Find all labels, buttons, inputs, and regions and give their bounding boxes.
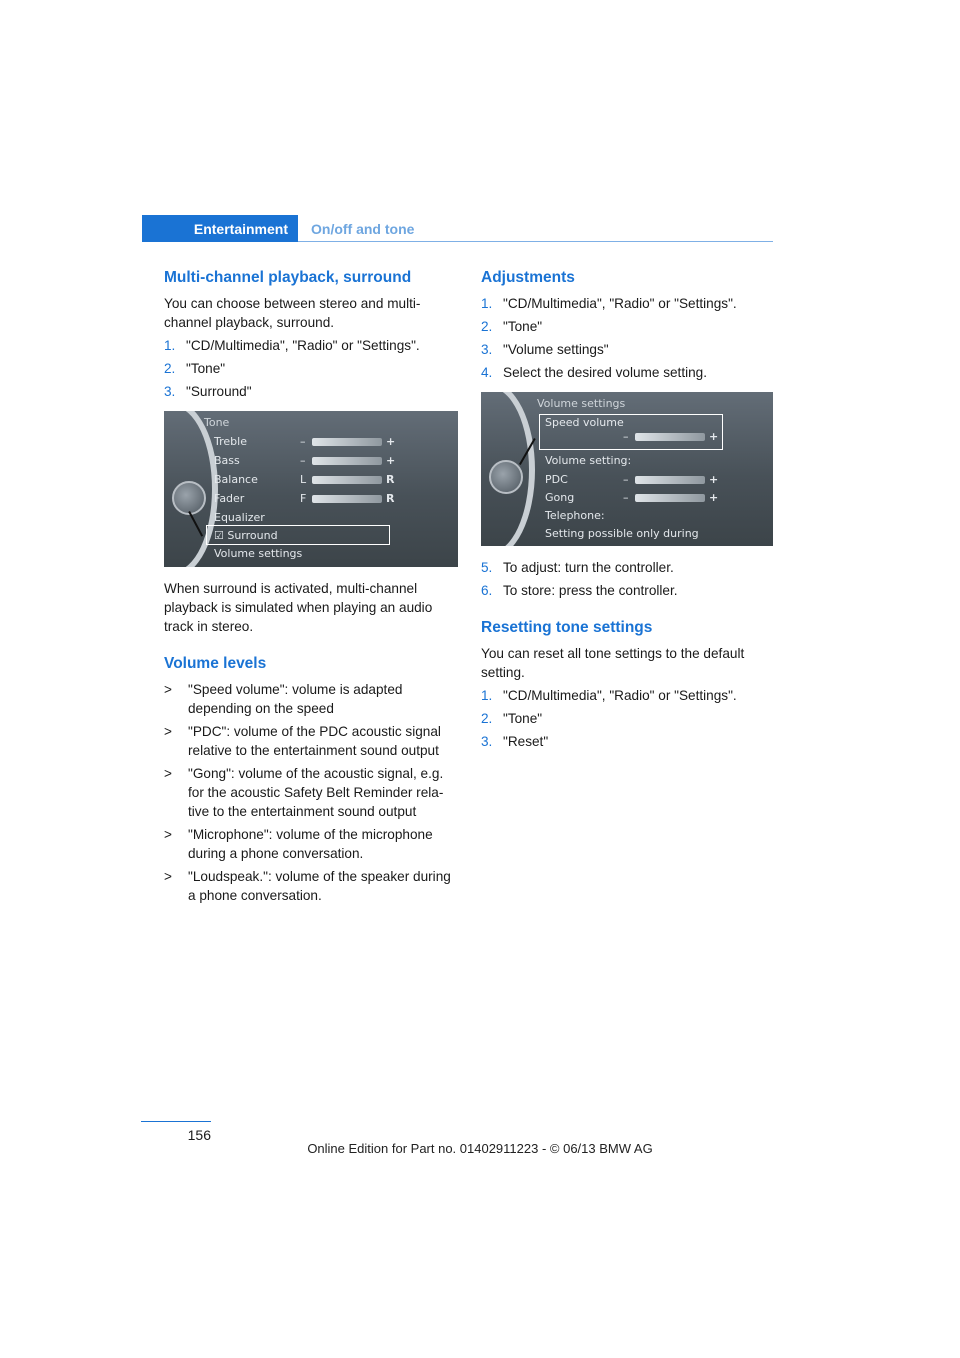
page-number: 156 bbox=[187, 1127, 211, 1143]
menu-row bbox=[214, 471, 454, 489]
bullet-mark: > bbox=[164, 869, 172, 884]
minus-icon: – bbox=[300, 454, 306, 467]
front-label: F bbox=[300, 492, 307, 505]
heading-surround: Multi-channel playback, surround bbox=[164, 269, 412, 286]
level-bar bbox=[312, 438, 382, 446]
reset-intro: You can reset all tone settings to the default setting. bbox=[481, 646, 745, 680]
bullet-mark: > bbox=[164, 827, 172, 842]
menu-row bbox=[545, 471, 773, 489]
list-item bbox=[481, 294, 777, 313]
step-text: "CD/Multimedia", "Radio" or "Settings". bbox=[503, 688, 737, 703]
bullet-text: "Microphone": volume of the microphone during a phone conversation. bbox=[188, 827, 433, 861]
bullet-mark: > bbox=[164, 766, 172, 781]
subsection-title: On/off and tone bbox=[311, 220, 415, 237]
menu-row bbox=[545, 525, 773, 543]
bullet-text: "Loudspeak.": volume of the speaker during a phone conversation. bbox=[188, 869, 451, 903]
menu-row bbox=[214, 452, 454, 470]
surround-note: When surround is activated, multi-channel playback is simulated when playing an audio track in stereo. bbox=[164, 581, 433, 634]
section-title: Entertainment bbox=[193, 220, 288, 237]
menu-label: Fader bbox=[214, 492, 245, 505]
minus-icon: – bbox=[300, 435, 306, 448]
menu-label: Setting possible only during bbox=[545, 527, 699, 540]
plus-icon: + bbox=[709, 491, 719, 504]
volume-settings-screenshot bbox=[481, 392, 773, 546]
step-text: "Volume settings" bbox=[503, 342, 609, 357]
list-item bbox=[481, 340, 777, 359]
step-number: 3. bbox=[481, 734, 493, 749]
selection-highlight bbox=[206, 525, 390, 545]
bullet-mark: > bbox=[164, 682, 172, 697]
list-item bbox=[164, 867, 460, 905]
level-bar bbox=[635, 494, 705, 502]
volume-levels-list bbox=[164, 680, 460, 905]
list-item bbox=[481, 732, 777, 751]
menu-label: Equalizer bbox=[214, 511, 265, 524]
rear-label: R bbox=[386, 492, 395, 505]
menu-label: ☑ Surround bbox=[214, 529, 278, 542]
heading-volume-levels: Volume levels bbox=[164, 655, 267, 672]
heading-adjustments: Adjustments bbox=[481, 269, 575, 286]
list-item bbox=[164, 764, 460, 821]
right-column bbox=[481, 268, 777, 755]
heading-reset: Resetting tone settings bbox=[481, 619, 653, 636]
level-bar bbox=[312, 476, 382, 484]
screen-title: Volume settings bbox=[537, 397, 626, 410]
list-item bbox=[481, 363, 777, 382]
left-label: L bbox=[300, 473, 307, 486]
step-text: "Tone" bbox=[186, 361, 226, 376]
menu-label: Speed volume bbox=[545, 416, 624, 429]
step-number: 2. bbox=[164, 361, 176, 376]
plus-icon: + bbox=[709, 430, 719, 443]
list-item bbox=[481, 686, 777, 705]
menu-row bbox=[545, 507, 773, 525]
list-item bbox=[481, 709, 777, 728]
bullet-text: "Gong": volume of the acoustic signal, e.g. for the acoustic Safety Belt Reminder rela-tive to the entertainment sound output bbox=[188, 766, 444, 819]
controller-knob-icon bbox=[172, 481, 206, 515]
menu-row bbox=[214, 545, 454, 563]
step-text: "Tone" bbox=[503, 711, 543, 726]
minus-icon: – bbox=[623, 491, 629, 504]
step-number: 1. bbox=[164, 338, 176, 353]
reset-steps bbox=[481, 686, 777, 751]
list-item bbox=[481, 581, 777, 600]
menu-label: PDC bbox=[545, 473, 568, 486]
level-bar bbox=[312, 495, 382, 503]
edition-footer: Online Edition for Part no. 01402911223 - © 06/13 BMW AG bbox=[307, 1141, 653, 1156]
menu-row bbox=[545, 489, 773, 507]
bullet-mark: > bbox=[164, 724, 172, 739]
level-bar bbox=[635, 476, 705, 484]
menu-row bbox=[214, 433, 454, 451]
bullet-text: "Speed volume": volume is adapted depending on the speed bbox=[188, 682, 403, 716]
page-number-rule bbox=[141, 1121, 211, 1122]
selection-highlight bbox=[539, 414, 723, 450]
step-number: 3. bbox=[481, 342, 493, 357]
bullet-text: "PDC": volume of the PDC acoustic signal relative to the entertainment sound output bbox=[188, 724, 441, 758]
step-text: To store: press the controller. bbox=[503, 583, 678, 598]
menu-label: Volume setting: bbox=[545, 454, 632, 467]
step-number: 5. bbox=[481, 560, 493, 575]
step-number: 1. bbox=[481, 688, 493, 703]
menu-label: Treble bbox=[214, 435, 247, 448]
step-number: 2. bbox=[481, 319, 493, 334]
step-text: "CD/Multimedia", "Radio" or "Settings". bbox=[186, 338, 420, 353]
plus-icon: + bbox=[709, 473, 719, 486]
menu-label: Gong bbox=[545, 491, 575, 504]
surround-intro: You can choose between stereo and multi-channel playback, surround. bbox=[164, 296, 421, 330]
step-text: Select the desired volume setting. bbox=[503, 365, 708, 380]
right-label: R bbox=[386, 473, 395, 486]
list-item bbox=[164, 825, 460, 863]
step-text: "Reset" bbox=[503, 734, 549, 749]
menu-label: Telephone: bbox=[545, 509, 605, 522]
left-column bbox=[164, 268, 460, 909]
section-tab bbox=[142, 215, 298, 242]
step-number: 3. bbox=[164, 384, 176, 399]
minus-icon: – bbox=[623, 430, 629, 443]
surround-steps bbox=[164, 336, 460, 401]
list-item bbox=[164, 359, 460, 378]
minus-icon: – bbox=[623, 473, 629, 486]
list-item bbox=[481, 558, 777, 577]
list-item bbox=[164, 680, 460, 718]
adjustment-steps-continued bbox=[481, 558, 777, 600]
adjustment-steps bbox=[481, 294, 777, 382]
menu-row bbox=[214, 490, 454, 508]
tone-menu-screenshot bbox=[164, 411, 458, 567]
step-number: 4. bbox=[481, 365, 493, 380]
list-item bbox=[164, 382, 460, 401]
list-item bbox=[481, 317, 777, 336]
menu-label: Balance bbox=[214, 473, 258, 486]
menu-label: Bass bbox=[214, 454, 240, 467]
step-text: To adjust: turn the controller. bbox=[503, 560, 674, 575]
controller-knob-icon bbox=[489, 460, 523, 494]
plus-icon: + bbox=[386, 435, 396, 448]
header-rule bbox=[298, 241, 773, 242]
screen-title: Tone bbox=[204, 416, 230, 429]
plus-icon: + bbox=[386, 454, 396, 467]
menu-row bbox=[545, 452, 773, 470]
list-item bbox=[164, 336, 460, 355]
step-number: 6. bbox=[481, 583, 493, 598]
step-text: "CD/Multimedia", "Radio" or "Settings". bbox=[503, 296, 737, 311]
step-number: 1. bbox=[481, 296, 493, 311]
level-bar bbox=[312, 457, 382, 465]
step-text: "Surround" bbox=[186, 384, 252, 399]
menu-label: Volume settings bbox=[214, 547, 303, 560]
step-number: 2. bbox=[481, 711, 493, 726]
list-item bbox=[164, 722, 460, 760]
step-text: "Tone" bbox=[503, 319, 543, 334]
